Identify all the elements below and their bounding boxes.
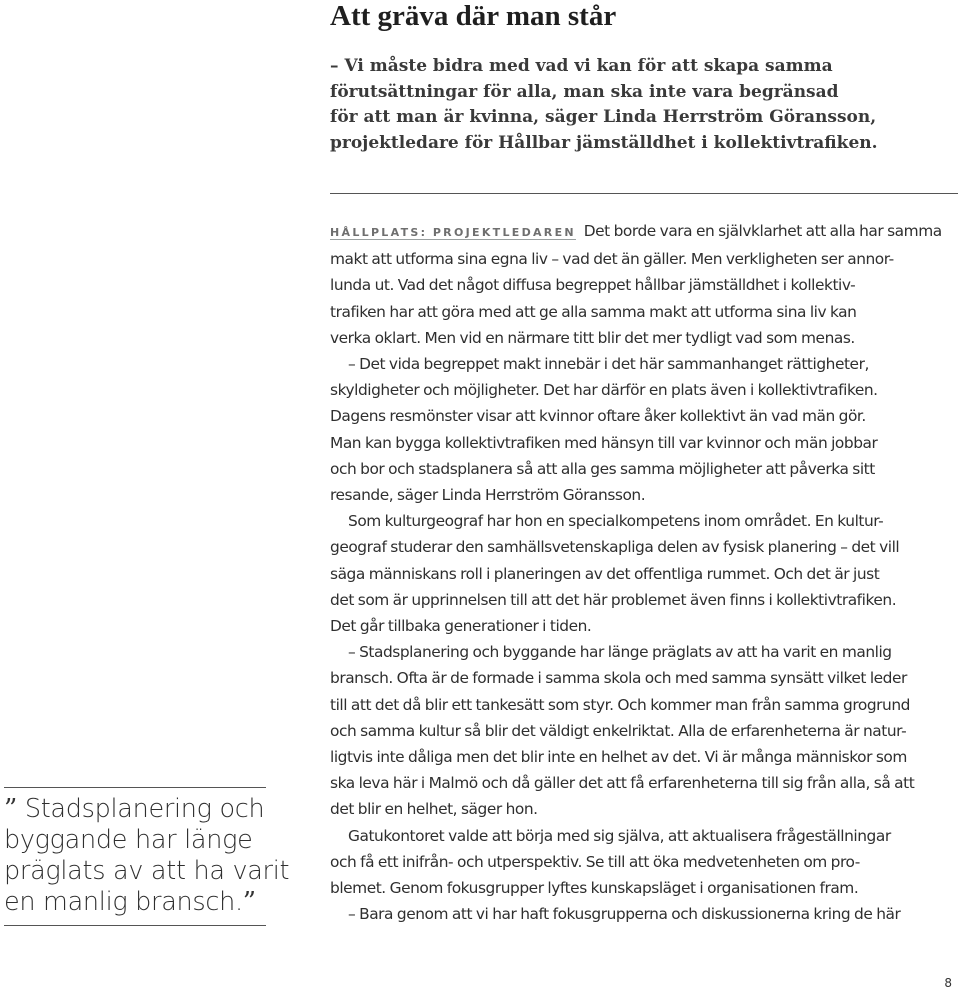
body-line: ligtvis inte dåliga men det blir inte en helhet av det. Vi är många människor som xyxy=(330,748,907,767)
body-line xyxy=(330,218,960,246)
title-divider xyxy=(330,193,958,194)
pull-quote-line xyxy=(4,794,266,825)
article-title: Att gräva där man står xyxy=(330,0,617,32)
page-number: 8 xyxy=(944,976,952,990)
body-line: ska leva här i Malmö och då gäller det att få erfarenheterna till sig från alla, så att xyxy=(330,774,915,793)
body-line: bransch. Ofta är de formade i samma skola och med samma synsätt vilket leder xyxy=(330,669,907,688)
body-line: och samma kultur så blir det väldigt enkelriktat. Alla de erfarenheterna är natur- xyxy=(330,721,907,740)
body-line: Gatukontoret valde att börja med sig själva, att aktualisera frågeställningar xyxy=(348,826,891,845)
body-line: Som kulturgeograf har hon en specialkompetens inom området. En kultur- xyxy=(348,512,884,531)
body-line: det som är upprinnelsen till att det här problemet även finns i kollektivtrafiken. xyxy=(330,590,897,609)
body-line: resande, säger Linda Herrström Göransson. xyxy=(330,486,646,505)
body-line: makt att utforma sina egna liv – vad det än gäller. Men verkligheten ser annor- xyxy=(330,250,894,269)
body-line: trafiken har att göra med att ge alla samma makt att utforma sina liv kan xyxy=(330,302,857,321)
body-line: verka oklart. Men vid en närmare titt blir det mer tydligt vad som menas. xyxy=(330,328,855,347)
body-line: säga människans roll i planeringen av det offentliga rummet. Och det är just xyxy=(330,564,880,583)
lead-line: för att man är kvinna, säger Linda Herrström Göransson, xyxy=(330,107,877,127)
pull-quote-line: präglats av att ha varit xyxy=(4,856,290,886)
article-body xyxy=(330,218,960,927)
lead-line: projektledare för Hållbar jämställdhet i kollektivtrafiken. xyxy=(330,132,878,153)
pull-quote-line xyxy=(4,887,266,918)
body-line: geograf studerar den samhällsvetenskapliga delen av fysisk planering – det vill xyxy=(330,538,900,557)
body-line: och få ett inifrån- och utperspektiv. Se till att öka medvetenheten om pro- xyxy=(330,852,860,871)
pull-quote-line-text: Stadsplanering och xyxy=(24,794,265,824)
body-line: blemet. Genom fokusgrupper lyftes kunskapsläget i organisationen fram. xyxy=(330,879,859,898)
pull-quote-line: byggande har länge xyxy=(4,825,253,855)
section-kicker xyxy=(330,226,580,239)
body-line: Det går tillbaka generationer i tiden. xyxy=(330,617,592,636)
body-line: och bor och stadsplanera så att alla ges samma möjligheter att påverka sitt xyxy=(330,459,875,478)
close-quote-mark: ” xyxy=(242,887,256,917)
lead-line-text: Vi måste bidra med vad vi kan för att skapa samma xyxy=(344,56,833,76)
body-line: – Bara genom att vi har haft fokusgrupperna och diskussionerna kring de här xyxy=(348,905,901,924)
lead-line xyxy=(330,54,950,80)
body-line: – Det vida begreppet makt innebär i det här sammanhanget rättigheter, xyxy=(348,355,869,374)
kicker-label: HÅLLPLATS: PROJEKTLEDAREN xyxy=(330,226,576,239)
body-line: det blir en helhet, säger hon. xyxy=(330,800,538,819)
body-line: till att det då blir ett tankesätt som styr. Och kommer man från samma grogrund xyxy=(330,695,910,714)
lead-line: förutsättningar för alla, man ska inte vara begränsad xyxy=(330,81,839,102)
body-line: skyldigheter och möjligheter. Det har därför en plats även i kollektivtrafiken. xyxy=(330,381,878,400)
body-line-text: Det borde vara en självklarhet att alla har samma xyxy=(583,222,942,240)
open-quote-mark: ” xyxy=(4,794,17,824)
lead-dash: – xyxy=(330,56,339,76)
body-line: – Stadsplanering och byggande har länge präglats av att ha varit en manlig xyxy=(348,643,892,662)
article-lead xyxy=(330,54,950,156)
body-line: Dagens resmönster visar att kvinnor oftare åker kollektivt än vad män gör. xyxy=(330,407,866,426)
body-line: Man kan bygga kollektivtrafiken med hänsyn till var kvinnor och män jobbar xyxy=(330,433,878,452)
body-line: lunda ut. Vad det något diffusa begreppet hållbar jämställdhet i kollektiv- xyxy=(330,276,856,295)
pull-quote xyxy=(4,787,290,926)
pull-quote-line-text: en manlig bransch. xyxy=(4,887,243,917)
